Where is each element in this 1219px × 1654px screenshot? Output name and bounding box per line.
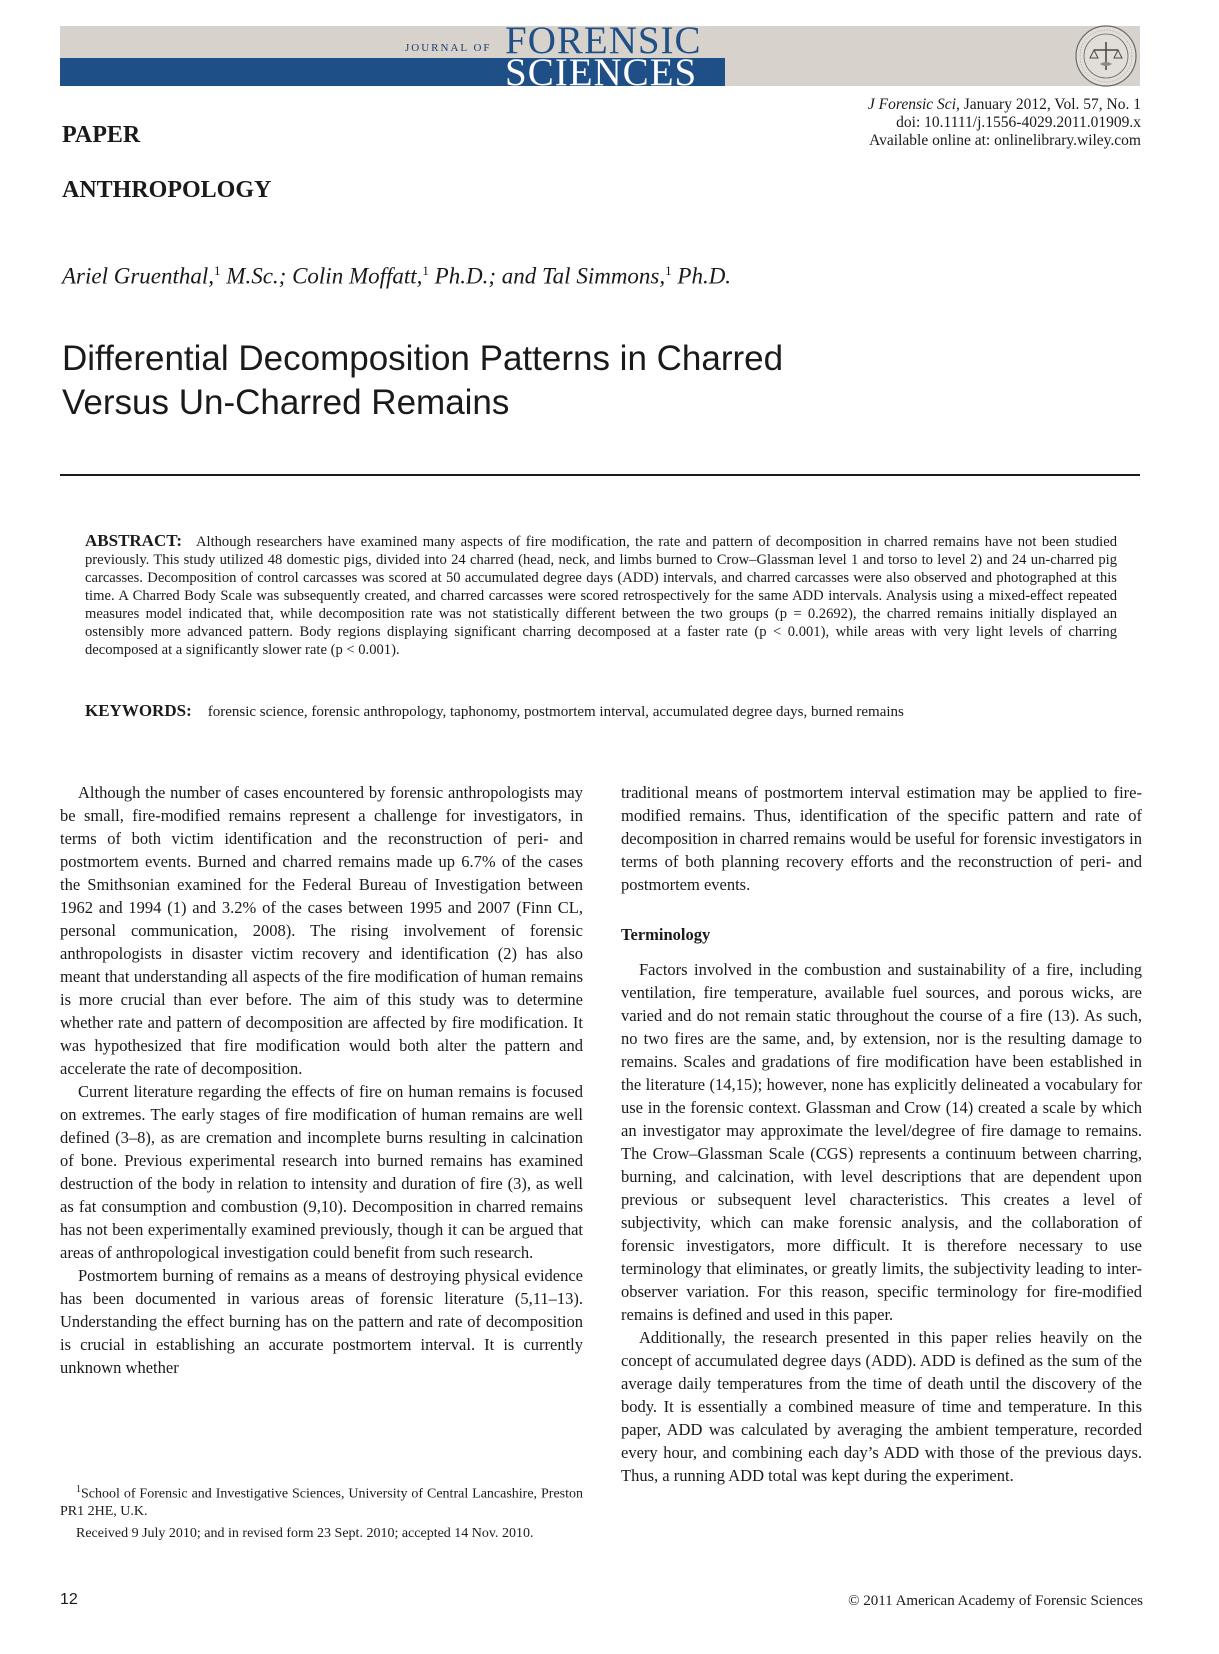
- author-1-degree: M.Sc.;: [220, 263, 293, 289]
- doi-line: doi: 10.1111/j.1556-4029.2011.01909.x: [896, 114, 1141, 131]
- citation-block: [868, 96, 1141, 150]
- abstract-text: Although researchers have examined many aspects of fire modification, the rate and pattern of decomposition in charred remains have not been studied previously. This study utilized 48 domestic pigs, divided into 24 charred (head, neck, and limbs burned to Crow–Glassman level 1 and torso to level 2) and 24 un-charred pig carcasses. Decomposition of control carcasses was scored at 50 accumulated degree days (ADD) intervals, and charred carcasses were also observed and photographed at this time. A Charred Body Scale was subsequently created, and charred carcasses were scored retrospectively for the same ADD intervals. Analysis using a mixed-effect repeated measures model indicated that, while decomposition rate was not statistically different between the two groups (p = 0.2692), the charred remains initially displayed an ostensibly more advanced pattern. Body regions displaying significant charring decomposed at a faster rate (p < 0.001), while areas with very light levels of charring decomposed at a significantly slower rate (p < 0.001).: [85, 534, 1117, 658]
- title-line-2: Versus Un-Charred Remains: [62, 383, 510, 422]
- journal-of-label: JOURNAL OF: [405, 42, 492, 54]
- terminology-paragraph-2: Additionally, the research presented in this paper relies heavily on the concept of accumulated degree days (ADD). ADD is defined as the sum of the average daily temperatures from the time of death until the discovery of the body. It is essentially a combined measure of time and temperature. In this paper, ADD was calculated by averaging the ambient temperature, recorded every hour, and combining each day’s ADD with those of the previous days. Thus, a running ADD total was kept during the experiment.: [621, 1328, 1142, 1485]
- paper-title: [62, 337, 1062, 425]
- title-line-1: Differential Decomposition Patterns in Charred: [62, 339, 784, 378]
- body-column-left: [60, 781, 583, 1379]
- abstract-label: ABSTRACT:: [85, 531, 182, 550]
- keywords-text: forensic science, forensic anthropology, taphonomy, postmortem interval, accumulated degree days, burned remains: [207, 704, 904, 720]
- received-footnote: Received 9 July 2010; and in revised form 23 Sept. 2010; accepted 14 Nov. 2010.: [76, 1525, 534, 1541]
- journal-abbrev: J Forensic Sci,: [867, 96, 960, 113]
- author-3-degree: Ph.D.: [671, 263, 732, 289]
- page-number: 12: [60, 1591, 78, 1608]
- section-type-label: ANTHROPOLOGY: [62, 177, 272, 203]
- author-list: [62, 263, 731, 290]
- keywords: [85, 701, 1125, 721]
- keywords-label: KEYWORDS:: [85, 701, 192, 720]
- author-2: Colin Moffatt,: [292, 263, 423, 289]
- copyright-notice: © 2011 American Academy of Forensic Sciences: [848, 1593, 1143, 1609]
- availability-line: Available online at: onlinelibrary.wiley.com: [869, 132, 1141, 149]
- author-2-degree: Ph.D.; and: [428, 263, 542, 289]
- intro-paragraph-1: Although the number of cases encountered by forensic anthropologists may be small, fire-modified remains represent a challenge for investigators, in terms of both victim identification and the reconstruction of peri- and postmortem events. Burned and charred remains made up 6.7% of the cases the Smithsonian examined for the Federal Bureau of Investigation between 1962 and 1994 (1) and 3.2% of the cases between 1995 and 2007 (Finn CL, personal communication, 2008). The rising involvement of forensic anthropologists in disaster victim recovery and identification (2) has also meant that understanding all aspects of the fire modification of human remains is more crucial than ever before. The aim of this study was to determine whether rate and pattern of decomposition are affected by fire modification. It was hypothesized that fire modification would both alter the pattern and accelerate the rate of decomposition.: [60, 783, 583, 1078]
- author-1-affiliation: 1: [214, 263, 221, 278]
- aafs-seal-icon: [1074, 24, 1138, 88]
- footnotes: [60, 1481, 583, 1546]
- author-2-affiliation: 1: [422, 263, 429, 278]
- intro-paragraph-continued: traditional means of postmortem interval estimation may be applied to fire-modified remains. Thus, identification of the specific pattern and rate of decomposition in charred remains would be useful for forensic investigators in terms of both planning recovery efforts and the reconstruction of peri- and postmortem events.: [621, 783, 1142, 894]
- section-heading-terminology: Terminology: [621, 925, 711, 944]
- affiliation-mark: 1: [76, 1484, 81, 1495]
- author-1: Ariel Gruenthal,: [62, 263, 215, 289]
- intro-paragraph-3: Postmortem burning of remains as a means of destroying physical evidence has been documented in various areas of forensic literature (5,11–13). Understanding the effect burning has on the pattern and rate of decomposition is crucial in establishing an accurate postmortem interval. It is currently unknown whether: [60, 1266, 583, 1377]
- author-3-affiliation: 1: [665, 263, 672, 278]
- citation-line-1: [868, 96, 1141, 114]
- terminology-paragraph-1: Factors involved in the combustion and sustainability of a fire, including ventilation, fire temperature, available fuel sources, and porous wicks, are varied and do not remain static throughout the course of a fire (13). As such, no two fires are the same, and, by extension, nor is the resulting damage to remains. Scales and gradations of fire modification have been established in the literature (14,15); however, none has explicitly delineated a vocabulary for use in the forensic context. Glassman and Crow (14) created a scale by which an investigator may approximate the level/degree of fire damage to remains. The Crow–Glassman Scale (CGS) represents a continuum between charring, burning, and calcination, with level descriptions that are dependent upon previous or subsequent level characteristics. This creates a level of subjectivity, which can make forensic analysis, and the collaboration of forensic investigators, more difficult. It is therefore necessary to use terminology that eliminates, or greatly limits, the subjectivity leading to inter-observer variation. For this reason, specific terminology for fire-modified remains is defined and used in this paper.: [621, 960, 1142, 1324]
- journal-name-sciences: SCIENCES: [505, 51, 698, 94]
- abstract: [85, 532, 1117, 659]
- issue-info: January 2012, Vol. 57, No. 1: [959, 96, 1141, 113]
- paper-type-label: PAPER: [62, 122, 141, 148]
- affiliation-text: School of Forensic and Investigative Sciences, University of Central Lancashire, Preston PR1 2HE, U.K.: [60, 1486, 583, 1520]
- author-3: Tal Simmons,: [542, 263, 666, 289]
- affiliation-footnote: [60, 1481, 583, 1521]
- title-divider: [60, 474, 1140, 476]
- intro-paragraph-2: Current literature regarding the effects of fire on human remains is focused on extremes. The early stages of fire modification of human remains are well defined (3–8), as are cremation and incomplete burns resulting in calcination of bone. Previous experimental research into burned remains has examined destruction of the body in relation to intensity and duration of fire (3), as well as fat consumption and combustion (9,10). Decomposition in charred remains has not been experimentally examined previously, though it can be argued that areas of anthropological investigation could benefit from such research.: [60, 1082, 583, 1262]
- body-column-right: [621, 781, 1142, 1487]
- journal-name-forensic: FORENSIC: [505, 19, 702, 62]
